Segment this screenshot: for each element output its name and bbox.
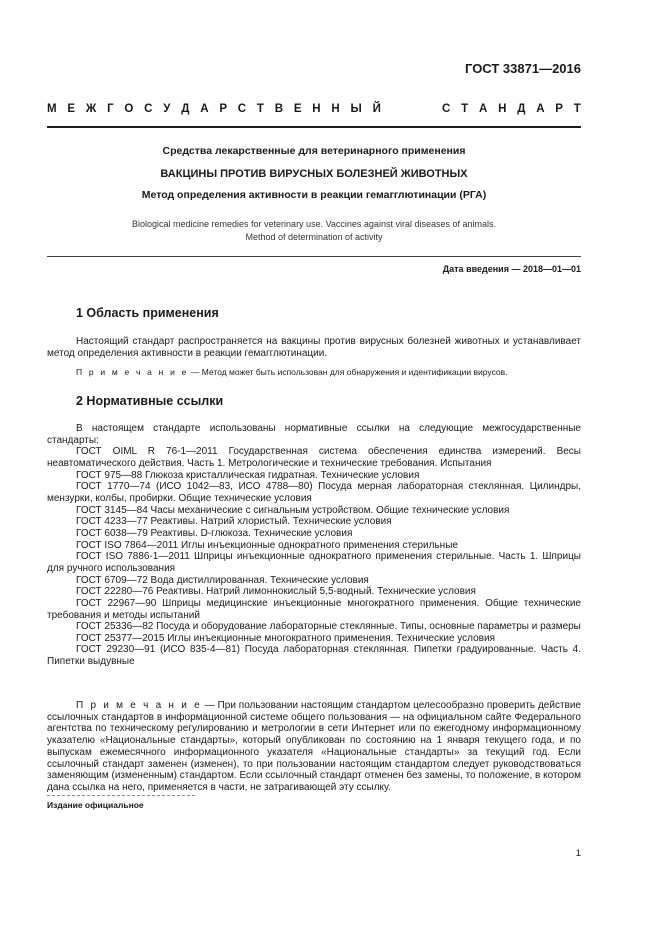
interstate-letter: Ж <box>85 103 97 115</box>
english-title-line1: Biological medicine remedies for veterinary use. Vaccines against viral diseases of animals. <box>131 219 496 229</box>
title-main: ВАКЦИНЫ ПРОТИВ ВИРУСНЫХ БОЛЕЗНЕЙ ЖИВОТНЫХ <box>160 168 468 180</box>
reference-item: ГОСТ 6038—79 Реактивы. D-глюкоза. Технические условия <box>76 527 353 539</box>
interstate-letter: Й <box>372 103 381 115</box>
reference-item: ГОСТ OIML R 76-1—2011 Государственная система обеспечения единства измерений. Весы неавтоматического действия. Часть 1. Метрологические и технические требования. Испытания <box>47 446 581 469</box>
section-1-text: Настоящий стандарт распространяется на вакцины против вирусных болезней животных и устанавливает метод определения активности в реакции гемагглютинации. <box>47 336 581 359</box>
interstate-letter: Д <box>517 103 526 115</box>
page-number: 1 <box>575 848 581 859</box>
note-label: П р и м е ч а н и е <box>76 367 189 377</box>
interstate-letter: Т <box>461 103 469 115</box>
interstate-letter: М <box>47 103 57 115</box>
standard-number: ГОСТ 33871—2016 <box>465 61 581 76</box>
reference-item: ГОСТ 6709—72 Вода дистиллированная. Технические условия <box>76 574 369 586</box>
section-1-heading: 1 Область применения <box>76 306 219 320</box>
reference-item: ГОСТ 25377—2015 Иглы инъекционные многократного применения. Технические условия <box>76 632 495 644</box>
title-method: Метод определения активности в реакции гемагглютинации (РГА) <box>141 189 487 201</box>
interstate-letter: С <box>442 103 451 115</box>
note-label: П р и м е ч а н и е <box>76 700 202 711</box>
interstate-letter: В <box>274 103 284 115</box>
interstate-letter: Р <box>219 103 227 115</box>
interstate-letter: Е <box>293 103 302 115</box>
interstate-letter: Н <box>498 103 507 115</box>
interstate-letter: Ы <box>350 103 362 115</box>
references-intro: В настоящем стандарте использованы нормативные ссылки на следующие межгосударственные стандарты: <box>47 423 581 446</box>
section-1-note <box>76 367 581 378</box>
interstate-letter: Р <box>555 103 563 115</box>
reference-item: ГОСТ 975—88 Глюкоза кристаллическая гидратная. Технические условия <box>76 469 420 481</box>
reference-item: ГОСТ 25336—82 Посуда и оборудование лабораторные стеклянные. Типы, основные параметры и размеры <box>76 621 581 633</box>
reference-item: ГОСТ 22967—90 Шприцы медицинские инъекционные многократного применения. Общие технические требования и методы испытаний <box>47 597 581 621</box>
interstate-letter <box>392 103 398 115</box>
interstate-letters <box>47 103 581 115</box>
note-text: — Метод может быть использован для обнаружения и идентификации вирусов. <box>188 367 508 377</box>
interstate-letter: С <box>144 103 153 115</box>
interstate-letter: Н <box>331 103 340 115</box>
interstate-letter: С <box>237 103 247 115</box>
reference-item: ГОСТ 4233—77 Реактивы. Натрий хлористый. Технические условия <box>76 516 392 528</box>
interstate-letter: Т <box>573 103 581 115</box>
interstate-standard-heading <box>47 103 581 115</box>
english-title-line2: Method of determination of activity <box>245 232 383 242</box>
reference-item: ГОСТ 3145—84 Часы механические с сигнальным устройством. Общие технические условия <box>76 504 510 516</box>
reference-item: ГОСТ 1770—74 (ИСО 1042—83, ИСО 4788—80) Посуда мерная лабораторная стеклянная. Цилиндры, мензурки, колбы, пробирки. Общие технические условия <box>47 481 581 504</box>
reference-item: ГОСТ 22280—76 Реактивы. Натрий лимоннокислый 5,5-водный. Технические условия <box>76 586 476 598</box>
reference-item: ГОСТ ISO 7864—2011 Иглы инъекционные однократного применения стерильные <box>76 539 458 551</box>
interstate-letter: Г <box>107 103 114 115</box>
introduction-date: Дата введения — 2018—01—01 <box>442 264 581 274</box>
reference-item: ГОСТ 29230—91 (ИСО 835-4—81) Посуда лабораторная стеклянная. Пипетки градуированные. Часть 4. Пипетки выдувные <box>47 644 581 668</box>
interstate-letter <box>408 103 414 115</box>
interstate-letter: Д <box>181 103 190 115</box>
interstate-letter: О <box>124 103 134 115</box>
reference-item: ГОСТ ISO 7886-1—2011 Шприцы инъекционные однократного применения стерильные. Часть 1. Шприцы для ручного использования <box>47 551 581 574</box>
header-rule <box>47 126 581 128</box>
note-text: — При пользовании настоящим стандартом целесообразно проверить действие ссылочных стандартов в информационной системе общего пользования — на официальном сайте Федерального агентства по техническому регулированию и метрологии в сети Интернет или по ежегодному информационному указателю «Национальные стандарты», который опубликован по состоянию на 1 января текущего года, и по выпускам ежемесячного информационного указателя «Национальные стандарты» за текущий год. Если ссылочный стандарт заменен (изменен), то при пользовании настоящим стандартом следует руководствоваться заменяющим (измененным) стандартом. Если ссылочный стандарт отменен без замены, то положение, в котором дана ссылка на него, применяется в части, не затрагивающей эту ссылку. <box>47 700 581 793</box>
title-category: Средства лекарственные для ветеринарного применения <box>162 145 466 157</box>
interstate-letter: Е <box>67 103 76 115</box>
interstate-letter <box>425 103 431 115</box>
interstate-letter: Т <box>256 103 264 115</box>
interstate-letter: А <box>200 103 209 115</box>
footer-rule <box>47 795 195 796</box>
interstate-letter: А <box>536 103 545 115</box>
section-2-note <box>47 700 581 794</box>
interstate-letter: А <box>478 103 488 115</box>
english-title <box>47 218 581 244</box>
interstate-letter: У <box>163 103 171 115</box>
section-2-heading: 2 Нормативные ссылки <box>76 394 224 408</box>
references-list <box>47 423 581 668</box>
edition-label: Издание официальное <box>47 800 144 810</box>
date-rule <box>47 256 581 257</box>
interstate-letter: Н <box>312 103 321 115</box>
